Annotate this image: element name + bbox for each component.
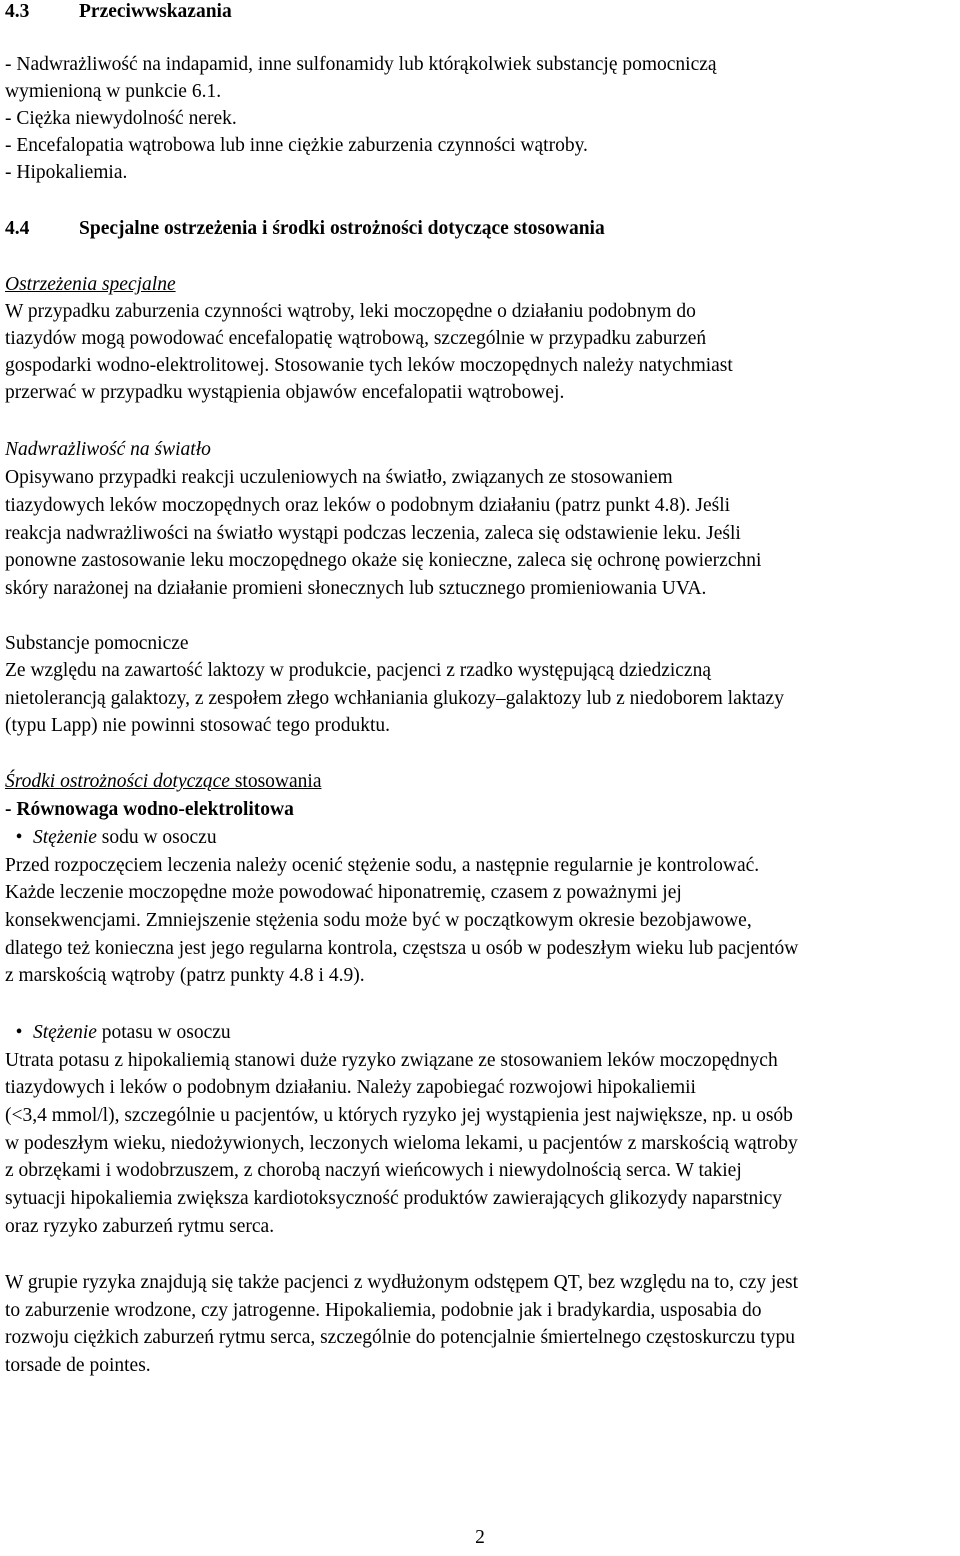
paragraph-line: wymienioną w punkcie 6.1.	[5, 81, 222, 102]
paragraph-line: - Encefalopatia wątrobowa lub inne ciężkie zaburzenia czynności wątroby.	[5, 135, 588, 156]
paragraph-line: konsekwencjami. Zmniejszenie stężenia sodu może być w początkowym okresie bezobjawowe,	[5, 910, 752, 931]
paragraph-line: z obrzękami i wodobrzuszem, z chorobą naczyń wieńcowych i niewydolnością serca. W takiej	[5, 1160, 742, 1181]
section-title: Przeciwwskazania	[79, 1, 232, 22]
paragraph-line: W przypadku zaburzenia czynności wątroby, leki moczopędne o działaniu podobnym do	[5, 301, 696, 322]
subsection-heading-substancje: Substancje pomocnicze	[5, 633, 189, 654]
paragraph-line: (<3,4 mmol/l), szczególnie u pacjentów, u których ryzyko jej wystąpienia jest największe, np. u osób	[5, 1105, 793, 1126]
paragraph-line: tiazydowych i leków o podobnym działaniu. Należy zapobiegać rozwojowi hipokaliemii	[5, 1077, 696, 1098]
bullet-icon: •	[15, 1022, 23, 1043]
bullet-plain-text: sodu w osoczu	[96, 827, 217, 848]
paragraph-line: to zaburzenie wrodzone, czy jatrogenne. Hipokaliemia, podobnie jak i bradykardia, usposabia do	[5, 1300, 762, 1321]
paragraph-line: przerwać w przypadku wystąpienia objawów encefalopatii wątrobowej.	[5, 382, 565, 403]
paragraph-line: sytuacji hipokaliemia zwiększa kardiotoksyczność produktów zawierających glikozydy naparstnicy	[5, 1188, 783, 1209]
paragraph-line: Przed rozpoczęciem leczenia należy ocenić stężenie sodu, a następnie regularnie je kontrolować.	[5, 855, 760, 876]
bullet-plain-text: potasu w osoczu	[96, 1022, 231, 1043]
bullet-italic-text: Stężenie	[33, 827, 97, 848]
bullet-italic-text: Stężenie	[33, 1022, 97, 1043]
paragraph-line: ponowne zastosowanie leku moczopędnego okaże się konieczne, zaleca się ochronę powierzchni	[5, 550, 762, 571]
section-heading-4-3	[5, 0, 232, 25]
paragraph-line: z marskością wątroby (patrz punkty 4.8 i 4.9).	[5, 965, 365, 986]
heading-plain-part: stosowania	[229, 771, 322, 792]
paragraph-line: nietolerancją galaktozy, z zespołem złego wchłaniania glukozy–galaktozy lub z niedoborem laktazy	[5, 688, 784, 709]
paragraph-line: (typu Lapp) nie powinni stosować tego produktu.	[5, 715, 391, 736]
paragraph-line: oraz ryzyko zaburzeń rytmu serca.	[5, 1216, 275, 1237]
paragraph-line: - Nadwrażliwość na indapamid, inne sulfonamidy lub którąkolwiek substancję pomocniczą	[5, 54, 717, 75]
bullet-icon: •	[15, 827, 23, 848]
paragraph-line: Każde leczenie moczopędne może powodować hiponatremię, czasem z poważnymi jej	[5, 882, 682, 903]
paragraph-line: Opisywano przypadki reakcji uczuleniowych na światło, związanych ze stosowaniem	[5, 467, 673, 488]
subsection-heading-nadwrazliwosc: Nadwrażliwość na światło	[5, 439, 211, 460]
paragraph-line: tiazydowych leków moczopędnych oraz leków o podobnym działaniu (patrz punkt 4.8). Jeśli	[5, 495, 731, 516]
subsection-heading-srodki	[5, 769, 321, 795]
paragraph-line: tiazydów mogą powodować encefalopatię wątrobową, szczególnie w przypadku zaburzeń	[5, 328, 707, 349]
bullet-item-sodium	[5, 825, 217, 851]
subsection-heading-ostrzezenia: Ostrzeżenia specjalne	[5, 274, 176, 295]
section-heading-4-4	[5, 216, 605, 242]
paragraph-line: dlatego też konieczna jest jego regularna kontrola, częstsza u osób w podeszłym wieku lub pacjentów	[5, 938, 799, 959]
section-title: Specjalne ostrzeżenia i środki ostrożności dotyczące stosowania	[79, 218, 605, 239]
paragraph-line: gospodarki wodno-elektrolitowej. Stosowanie tych leków moczopędnych należy natychmiast	[5, 355, 733, 376]
bullet-item-potassium	[5, 1020, 231, 1046]
subheading-rownowaga: - Równowaga wodno-elektrolitowa	[5, 799, 294, 820]
paragraph-line: reakcja nadwrażliwości na światło wystąpi podczas leczenia, zaleca się odstawienie leku. Jeśli	[5, 523, 741, 544]
paragraph-line: skóry narażonej na działanie promieni słonecznych lub sztucznego promieniowania UVA.	[5, 578, 707, 599]
page-number: 2	[475, 1527, 485, 1548]
paragraph-line: - Hipokaliemia.	[5, 162, 128, 183]
paragraph-line: Utrata potasu z hipokaliemią stanowi duże ryzyko związane ze stosowaniem leków moczopędnych	[5, 1050, 778, 1071]
paragraph-line: Ze względu na zawartość laktozy w produkcie, pacjenci z rzadko występującą dziedziczną	[5, 660, 711, 681]
paragraph-line: torsade de pointes.	[5, 1355, 151, 1376]
paragraph-line: w podeszłym wieku, niedożywionych, leczonych wieloma lekami, u pacjentów z marskością wątroby	[5, 1133, 798, 1154]
paragraph-line: - Ciężka niewydolność nerek.	[5, 108, 237, 129]
paragraph-line: rozwoju ciężkich zaburzeń rytmu serca, szczególnie do potencjalnie śmiertelnego częstoskurczu typu	[5, 1327, 795, 1348]
section-number: 4.4	[5, 218, 30, 239]
section-number: 4.3	[5, 1, 30, 22]
paragraph-line: W grupie ryzyka znajdują się także pacjenci z wydłużonym odstępem QT, bez względu na to, czy jest	[5, 1272, 799, 1293]
heading-italic-part: Środki ostrożności dotyczące	[5, 771, 230, 792]
